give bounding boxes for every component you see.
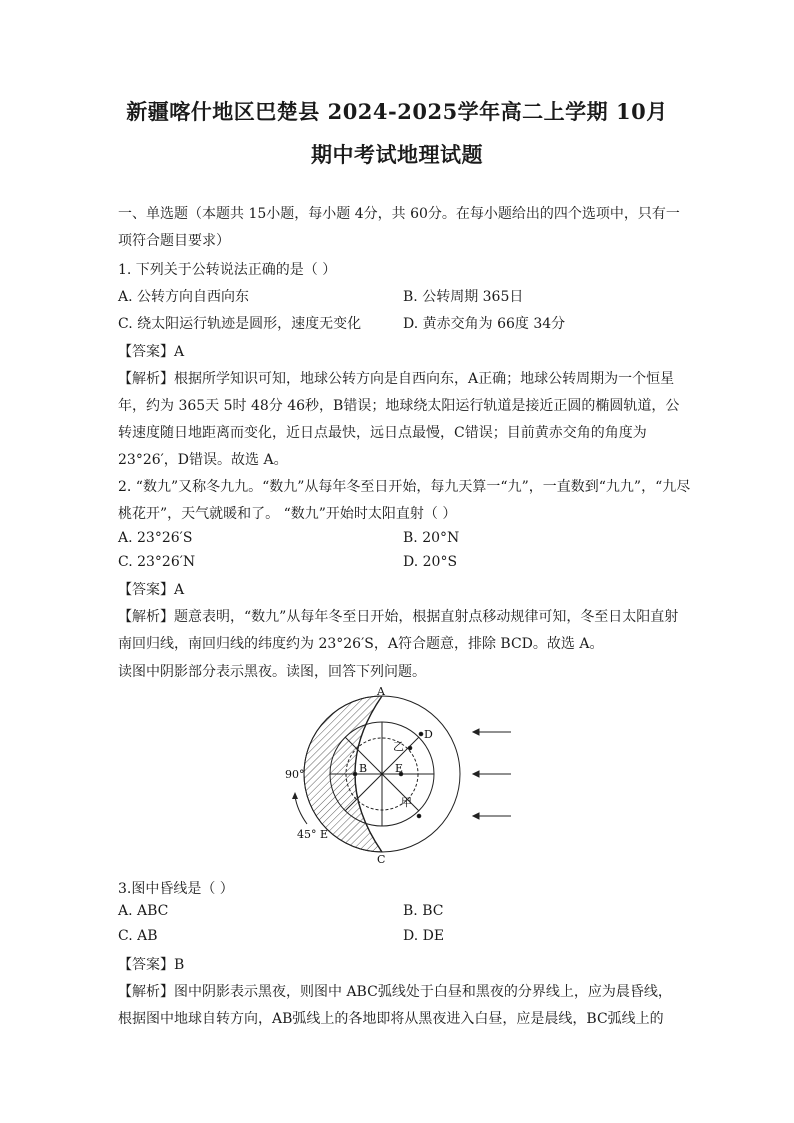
section-heading-line2: 项符合题目要求） (118, 233, 230, 249)
question-2-option-a: A. 23°26′S (118, 530, 193, 546)
label-d: D (424, 728, 433, 741)
sunlight-arrows (473, 729, 511, 819)
question-2-answer: 【答案】A (118, 582, 185, 598)
question-2-stem-line2: 桃花开”，天气就暖和了。 “数九”开始时太阳直射（ ） (118, 506, 457, 522)
label-a: A (377, 686, 385, 698)
question-2-explanation-line2: 南回归线，南回归线的纬度约为 23°26′S，A符合题意，排除 BCD。故选 A。 (118, 636, 604, 652)
point-d-dot (419, 732, 423, 736)
question-1-explanation-line1: 【解析】根据所学知识可知，地球公转方向是自西向东，A正确；地球公转周期为一个恒星 (118, 371, 675, 387)
document-title-line1: 新疆喀什地区巴楚县 2024-2025学年高二上学期 10月 (126, 99, 668, 124)
question-1-explanation-line4: 23°26′，D错误。故选 A。 (118, 452, 288, 468)
section-heading-line1: 一、单选题（本题共 15小题，每小题 4分，共 60分。在每小题给出的四个选项中，只有一 (118, 206, 680, 222)
label-b: B (359, 762, 368, 775)
figure-intro: 读图中阴影部分表示黑夜。读图，回答下列问题。 (118, 664, 426, 680)
document-title-line2: 期中考试地理试题 (311, 142, 483, 167)
label-90-degrees: 90° (285, 768, 305, 781)
question-1-answer: 【答案】A (118, 344, 185, 360)
label-e: E (395, 762, 404, 775)
earth-illumination-diagram (283, 686, 523, 864)
question-3-explanation-line2: 根据图中地球自转方向，AB弧线上的各地即将从黑夜进入白昼，应是晨线，BC弧线上的 (118, 1011, 664, 1027)
rotation-arrow-head (292, 792, 298, 799)
question-3-option-a: A. ABC (118, 903, 169, 919)
question-2-option-c: C. 23°26′N (118, 554, 196, 570)
question-2-explanation-line1: 【解析】题意表明，“数九”从每年冬至日开始，根据直射点移动规律可知，冬至日太阳直射 (118, 609, 679, 625)
rotation-arrow (295, 796, 307, 824)
question-2-stem-line1: 2. “数九”又称冬九九。“数九”从每年冬至日开始，每九天算一“九”，一直数到“九九”，“九尽 (118, 479, 691, 495)
label-c: C (377, 853, 386, 864)
question-2-option-b: B. 20°N (403, 530, 460, 546)
point-b-dot (353, 772, 357, 776)
question-1-stem: 1. 下列关于公转说法正确的是（ ） (118, 262, 337, 278)
question-3-stem: 3.图中昏线是（ ） (118, 881, 234, 897)
question-3-option-b: B. BC (403, 903, 444, 919)
question-1-option-a: A. 公转方向自西向东 (118, 289, 250, 305)
question-3-answer: 【答案】B (118, 957, 185, 973)
label-45-east: 45° E (297, 828, 329, 841)
question-3-explanation-line1: 【解析】图中阴影表示黑夜，则图中 ABC弧线处于白昼和黑夜的分界线上，应为晨昏线， (118, 984, 672, 1000)
label-yi: 乙 (393, 740, 404, 753)
question-3-option-c: C. AB (118, 928, 158, 944)
question-1-explanation-line3: 转速度随日地距离而变化，近日点最快，远日点最慢，C错误；目前黄赤交角的角度为 (118, 425, 647, 441)
question-3-option-d: D. DE (403, 928, 445, 944)
question-1-option-b: B. 公转周期 365日 (403, 289, 524, 305)
question-1-explanation-line2: 年，约为 365天 5时 48分 46秒，B错误；地球绕太阳运行轨道是接近正圆的椭圆轨道，公 (118, 398, 680, 414)
point-jia-dot (417, 814, 421, 818)
point-yi-dot (408, 746, 412, 750)
label-jia: 甲 (401, 796, 412, 809)
question-1-option-d: D. 黄赤交角为 66度 34分 (403, 316, 566, 332)
question-1-option-c: C. 绕太阳运行轨迹是圆形，速度无变化 (118, 316, 362, 332)
question-2-option-d: D. 20°S (403, 554, 458, 570)
